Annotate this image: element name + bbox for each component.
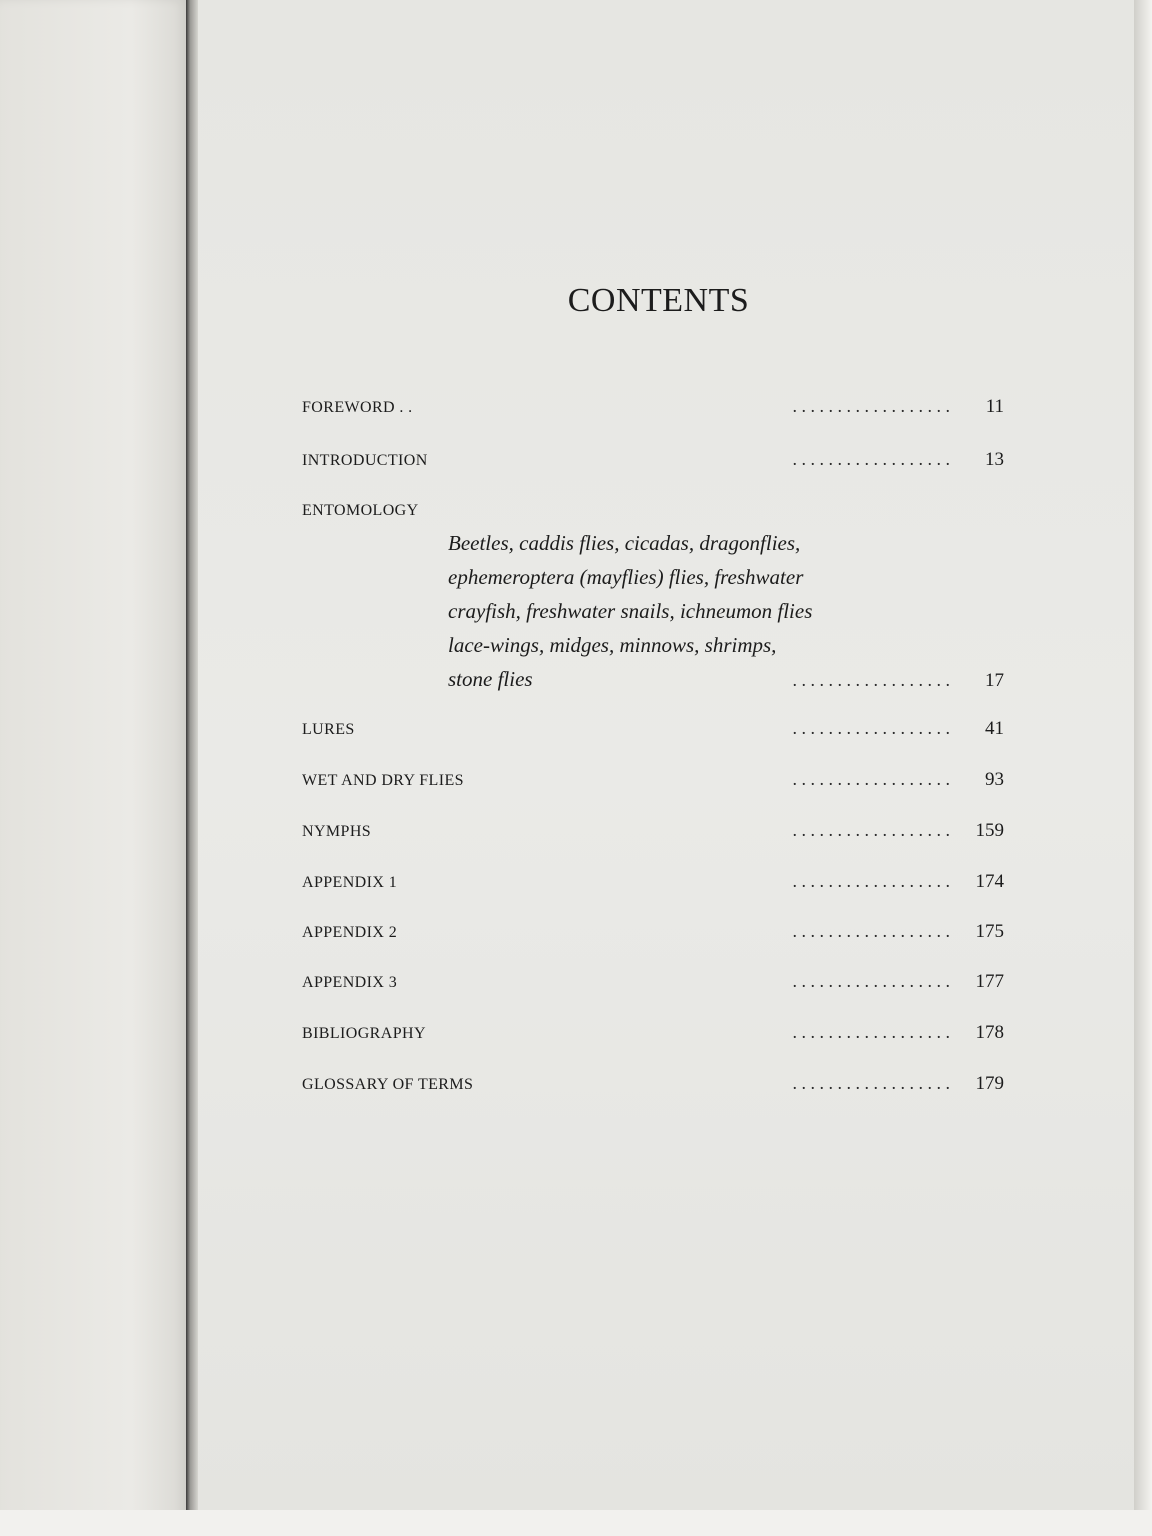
toc-page-number: 174 bbox=[975, 871, 1004, 892]
toc-entry-label: APPENDIX 2 bbox=[302, 924, 398, 941]
dot-leader: . . . . . . . . . . . . . . . . . . bbox=[792, 396, 950, 416]
toc-entry-label: NYMPHS bbox=[302, 823, 372, 840]
toc-page-number: 177 bbox=[975, 971, 1004, 992]
toc-page-number: 178 bbox=[975, 1022, 1004, 1043]
dot-leader: . . . . . . . . . . . . . . . . . . bbox=[792, 921, 950, 941]
toc-entry-nymphs bbox=[302, 820, 1004, 850]
subtopic-line: crayfish, freshwater snails, ichneumon flies bbox=[448, 599, 813, 623]
toc-page-number: 11 bbox=[985, 396, 1004, 417]
background-surface bbox=[0, 1510, 1152, 1536]
toc-entry-label: APPENDIX 3 bbox=[302, 974, 398, 991]
page-title: CONTENTS bbox=[567, 282, 750, 319]
toc-entry-appendix-1 bbox=[302, 871, 1004, 901]
toc-entry-introduction bbox=[302, 449, 1004, 479]
toc-entry-label: BIBLIOGRAPHY bbox=[302, 1025, 426, 1042]
toc-entry-glossary-of-terms bbox=[302, 1073, 1004, 1103]
toc-entry-wet-and-dry-flies bbox=[302, 769, 1004, 799]
toc-entry-foreword bbox=[302, 396, 1004, 426]
dot-leader: . . . . . . . . . . . . . . . . . . bbox=[792, 1073, 950, 1093]
dot-leader: . . . . . . . . . . . . . . . . . . bbox=[792, 449, 950, 469]
subtopic-line: ephemeroptera (mayflies) flies, freshwater bbox=[448, 565, 804, 589]
book-gutter bbox=[186, 0, 198, 1536]
subtopic-line: Beetles, caddis flies, cicadas, dragonflies, bbox=[448, 531, 801, 555]
subtopic-line: lace-wings, midges, minnows, shrimps, bbox=[448, 633, 777, 657]
toc-entry-label: FOREWORD . . bbox=[302, 399, 413, 416]
page-edge bbox=[1134, 0, 1152, 1536]
toc-entry-label: INTRODUCTION bbox=[302, 452, 428, 469]
toc-entry-appendix-2 bbox=[302, 921, 1004, 951]
toc-entry-label: GLOSSARY OF TERMS bbox=[302, 1076, 474, 1093]
toc-page-number: 159 bbox=[975, 820, 1004, 841]
entomology-subtopics bbox=[448, 526, 1004, 698]
dot-leader: . . . . . . . . . . . . . . . . . . bbox=[792, 718, 950, 738]
toc-page-number: 179 bbox=[975, 1073, 1004, 1094]
toc-page-number: 175 bbox=[975, 921, 1004, 942]
dot-leader: . . . . . . . . . . . . . . . . . . bbox=[792, 871, 950, 891]
toc-entry-bibliography bbox=[302, 1022, 1004, 1052]
dot-leader: . . . . . . . . . . . . . . . . . . bbox=[792, 769, 950, 789]
toc-page-number: 93 bbox=[985, 769, 1004, 790]
subtopic-last-line bbox=[448, 662, 1004, 698]
toc-page-number: 13 bbox=[985, 449, 1004, 470]
toc-page-number: 17 bbox=[985, 670, 1004, 691]
toc-page-number: 41 bbox=[985, 718, 1004, 739]
toc-entry-label: LURES bbox=[302, 721, 355, 738]
dot-leader: . . . . . . . . . . . . . . . . . . bbox=[792, 670, 950, 690]
left-page bbox=[0, 0, 188, 1536]
toc-entry-lures bbox=[302, 718, 1004, 748]
dot-leader: . . . . . . . . . . . . . . . . . . bbox=[792, 971, 950, 991]
toc-entry-label: WET AND DRY FLIES bbox=[302, 772, 464, 789]
dot-leader: . . . . . . . . . . . . . . . . . . bbox=[792, 1022, 950, 1042]
right-page bbox=[198, 0, 1134, 1536]
toc-entry-label: APPENDIX 1 bbox=[302, 874, 398, 891]
toc-entry-appendix-3 bbox=[302, 971, 1004, 1001]
toc-entry-label: ENTOMOLOGY bbox=[302, 502, 419, 519]
subtopic-line: stone flies bbox=[448, 667, 533, 691]
dot-leader: . . . . . . . . . . . . . . . . . . bbox=[792, 820, 950, 840]
